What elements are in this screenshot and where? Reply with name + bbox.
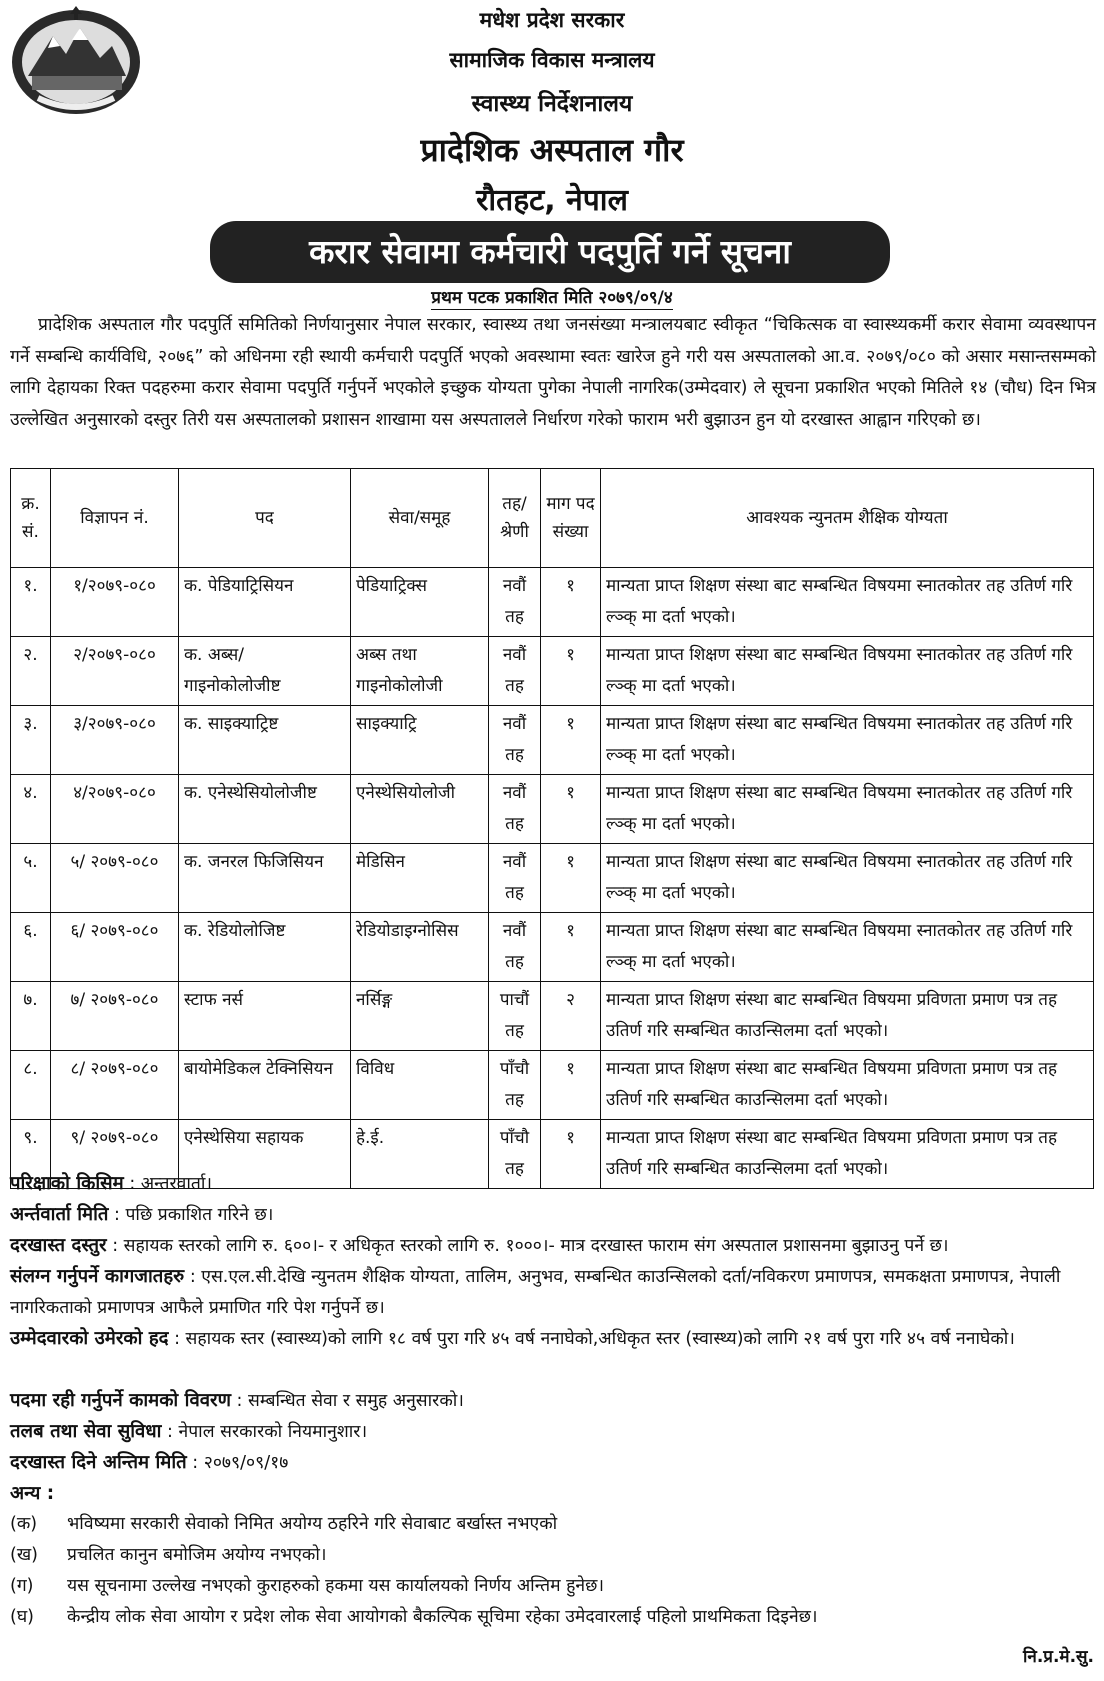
cell-demand: २ [541, 982, 601, 1051]
cell-service: हे.ई. [351, 1120, 489, 1189]
cell-service: नर्सिङ्ग [351, 982, 489, 1051]
salary-value: : नेपाल सरकारको नियमानुशार। [167, 1422, 368, 1442]
deadline-value: : २०७९/०९/१७ [192, 1453, 289, 1473]
deadline-line [10, 1447, 1096, 1479]
table-header-row [11, 469, 1094, 568]
cell-post: बायोमेडिकल टेक्निसियन [179, 1051, 351, 1120]
cell-demand: १ [541, 568, 601, 637]
cell-qualification: मान्यता प्राप्त शिक्षण संस्था बाट सम्बन्धित विषयमा प्रविणता प्रमाण पत्र तह उतिर्ण गरि सम्बन्धित काउन्सिलमा दर्ता भएको। [601, 1051, 1094, 1120]
cell-sn: २. [11, 637, 51, 706]
cell-sn: ६. [11, 913, 51, 982]
cell-adno: ८/ २०७९-०८० [51, 1051, 179, 1120]
cell-level: पाँचौ तह [489, 1051, 541, 1120]
age-limit-value: : सहायक स्तर (स्वास्थ्य)को लागि १८ वर्ष पुरा गरि ४५ वर्ष ननाघेको,अधिकृत स्तर (स्वास्थ्य)को लागि २१ वर्ष पुरा गरि ४५ वर्ष ननाघेको। [174, 1329, 1015, 1349]
header-province: मधेश प्रदेश सरकार [479, 8, 625, 32]
cell-service: रेडियोडाइग्नोसिस [351, 913, 489, 982]
exam-type-label: परिक्षाको किसिम [10, 1173, 124, 1194]
cell-qualification: मान्यता प्राप्त शिक्षण संस्था बाट सम्बन्धित विषयमा स्नातकोतर तह उतिर्ण गरि ल्ञ्क् मा दर्ता भएको। [601, 775, 1094, 844]
cell-post: क. पेडियाट्रिसियन [179, 568, 351, 637]
cell-demand: १ [541, 1120, 601, 1189]
cell-service: विविध [351, 1051, 489, 1120]
exam-type-line [10, 1168, 1096, 1200]
cell-qualification: मान्यता प्राप्त शिक्षण संस्था बाट सम्बन्धित विषयमा स्नातकोतर तह उतिर्ण गरि ल्ञ्क् मा दर्ता भएको। [601, 844, 1094, 913]
cell-sn: ८. [11, 1051, 51, 1120]
documents-value: : एस.एल.सी.देखि न्युनतम शैक्षिक योग्यता, तालिम, अनुभव, सम्बन्धित काउन्सिलको दर्ता/नविकरण प्रमाणपत्र, समकक्षता प्रमाणपत्र, नेपाली नागरिकताको प्रमाणपत्र आफैले प्रमाणित गरि पेश गर्नुपर्ने छ। [10, 1267, 1061, 1318]
table-row [11, 913, 1094, 982]
header-directorate: स्वास्थ्य निर्देशनालय [471, 91, 633, 117]
header-location: रौतहट, नेपाल [476, 183, 628, 218]
cell-sn: ५. [11, 844, 51, 913]
list-item-key: (ख) [10, 1545, 38, 1565]
cell-adno: ६/ २०७९-०८० [51, 913, 179, 982]
cell-level: नवौं तह [489, 706, 541, 775]
cell-service: पेडियाट्रिक्स [351, 568, 489, 637]
cell-adno: ५/ २०७९-०८० [51, 844, 179, 913]
cell-level: नवौं तह [489, 844, 541, 913]
cell-service: एनेस्थेसियोलोजी [351, 775, 489, 844]
signature-code: नि.प्र.मे.सु. [1022, 1647, 1094, 1667]
cell-service: अब्स तथा गाइनोकोलोजी [351, 637, 489, 706]
header-ministry: सामाजिक विकास मन्त्रालय [449, 48, 655, 72]
cell-qualification: मान्यता प्राप्त शिक्षण संस्था बाट सम्बन्धित विषयमा स्नातकोतर तह उतिर्ण गरि ल्ञ्क् मा दर्ता भएको। [601, 913, 1094, 982]
interview-date-value: : पछि प्रकाशित गरिने छ। [114, 1205, 274, 1225]
cell-adno: ४/२०७९-०८० [51, 775, 179, 844]
cell-sn: ७. [11, 982, 51, 1051]
other-heading [10, 1478, 1096, 1510]
cell-qualification: मान्यता प्राप्त शिक्षण संस्था बाट सम्बन्धित विषयमा स्नातकोतर तह उतिर्ण गरि ल्ञ्क् मा दर्ता भएको। [601, 637, 1094, 706]
cell-demand: १ [541, 637, 601, 706]
list-item-key: (घ) [10, 1607, 34, 1627]
cell-adno: २/२०७९-०८० [51, 637, 179, 706]
age-limit-line [10, 1323, 1096, 1355]
salary-label: तलब तथा सेवा सुविधा [10, 1421, 162, 1442]
cell-post: क. एनेस्थेसियोलोजीष्ट [179, 775, 351, 844]
cell-adno: ९/ २०७९-०८० [51, 1120, 179, 1189]
cell-demand: १ [541, 844, 601, 913]
vacancy-table [10, 468, 1094, 1189]
table-row [11, 706, 1094, 775]
table-row [11, 637, 1094, 706]
list-item-key: (ग) [10, 1576, 34, 1596]
cell-level: नवौं तह [489, 913, 541, 982]
duty-line [10, 1385, 1096, 1417]
header-hospital: प्रादेशिक अस्पताल गौर [420, 131, 684, 169]
cell-adno: १/२०७९-०८० [51, 568, 179, 637]
other-label: अन्य : [10, 1483, 55, 1504]
cell-demand: १ [541, 775, 601, 844]
cell-qualification: मान्यता प्राप्त शिक्षण संस्था बाट सम्बन्धित विषयमा स्नातकोतर तह उतिर्ण गरि ल्ञ्क् मा दर्ता भएको। [601, 706, 1094, 775]
th-level: तह/ श्रेणी [489, 469, 541, 568]
th-qualification: आवश्यक न्युनतम शैक्षिक योग्यता [601, 469, 1094, 568]
cell-qualification: मान्यता प्राप्त शिक्षण संस्था बाट सम्बन्धित विषयमा प्रविणता प्रमाण पत्र तह उतिर्ण गरि सम्बन्धित काउन्सिलमा दर्ता भएको। [601, 982, 1094, 1051]
age-limit-label: उम्मेदवारको उमेरको हद [10, 1328, 169, 1349]
cell-service: साइक्याट्रि [351, 706, 489, 775]
table-row [11, 844, 1094, 913]
th-service: सेवा/समूह [351, 469, 489, 568]
cell-level: नवौं तह [489, 775, 541, 844]
fee-line [10, 1230, 1096, 1262]
cell-post: क. अब्स/ गाइनोकोलोजीष्ट [179, 637, 351, 706]
list-item-text: यस सूचनामा उल्लेख नभएको कुराहरुको हकमा यस कार्यालयको निर्णय अन्तिम हुनेछ। [67, 1576, 605, 1596]
cell-demand: १ [541, 913, 601, 982]
list-item-text: केन्द्रीय लोक सेवा आयोग र प्रदेश लोक सेवा आयोगको बैकल्पिक सूचिमा रहेका उमेदवारलाई पहिलो प्राथमिकता दिइनेछ। [67, 1607, 818, 1627]
fee-value: : सहायक स्तरको लागि रु. ६००।- र अधिकृत स्तरको लागि रु. १०००।- मात्र दरखास्त फाराम संग अस्पताल प्रशासनमा बुझाउनु पर्ने छ। [112, 1236, 949, 1256]
cell-adno: ७/ २०७९-०८० [51, 982, 179, 1051]
publish-date: प्रथम पटक प्रकाशित मिति २०७९/०९/४ [431, 288, 673, 308]
cell-sn: १. [11, 568, 51, 637]
cell-sn: ९. [11, 1120, 51, 1189]
cell-post: क. रेडियोलोजिष्ट [179, 913, 351, 982]
cell-post: स्टाफ नर्स [179, 982, 351, 1051]
cell-level: पाचौं तह [489, 982, 541, 1051]
salary-line [10, 1416, 1096, 1448]
cell-sn: ४. [11, 775, 51, 844]
th-adno: विज्ञापन नं. [51, 469, 179, 568]
cell-post: एनेस्थेसिया सहायक [179, 1120, 351, 1189]
intro-paragraph: प्रादेशिक अस्पताल गौर पदपुर्ति समितिको निर्णयानुसार नेपाल सरकार, स्वास्थ्य तथा जनसंख्या मन्त्रालयबाट स्वीकृत “चिकित्सक वा स्वास्थ्यकर्मी करार सेवामा व्यवस्थापन गर्ने सम्बन्धि कार्यविधि, २०७६” को अधिनमा रही स्थायी कर्मचारी पदपुर्ति भएको अवस्थामा स्वतः खारेज हुने गरी यस अस्पतालको आ.व. २०७९/०८० को असार मसान्तसम्मको लागि देहायका रिक्त पदहरुमा करार सेवामा पदपुर्ति गर्नुपर्ने भएकोले इच्छुक योग्यता पुगेका नेपाली नागरिक(उम्मेदवार) ले सूचना प्रकाशित भएको मितिले १४ (चौध) दिन भित्र उल्लेखित अनुसारको दस्तुर तिरी यस अस्पतालको प्रशासन शाखामा यस अस्पतालले निर्धारण गरेको फाराम भरी बुझाउन हुन यो दरखास्त आह्वान गरिएको छ। [10, 315, 1096, 430]
cell-level: पाँचौ तह [489, 1120, 541, 1189]
th-demand: माग पद संख्या [541, 469, 601, 568]
cell-post: क. जनरल फिजिसियन [179, 844, 351, 913]
documents-line [10, 1261, 1096, 1324]
table-row [11, 775, 1094, 844]
list-item-key: (क) [10, 1514, 38, 1534]
fee-label: दरखास्त दस्तुर [10, 1235, 107, 1256]
table-row [11, 568, 1094, 637]
cell-demand: १ [541, 706, 601, 775]
interview-date-label: अर्न्तवार्ता मिति [10, 1204, 109, 1225]
table-row [11, 1051, 1094, 1120]
duty-label: पदमा रही गर्नुपर्ने कामको विवरण [10, 1390, 231, 1411]
list-item-text: भविष्यमा सरकारी सेवाको निमित अयोग्य ठहरिने गरि सेवाबाट बर्खास्त नभएको [67, 1514, 558, 1534]
cell-qualification: मान्यता प्राप्त शिक्षण संस्था बाट सम्बन्धित विषयमा स्नातकोतर तह उतिर्ण गरि ल्ञ्क् मा दर्ता भएको। [601, 568, 1094, 637]
table-row [11, 982, 1094, 1051]
deadline-label: दरखास्त दिने अन्तिम मिति [10, 1452, 187, 1473]
documents-label: संलग्न गर्नुपर्ने कागजातहरु [10, 1266, 185, 1287]
cell-post: क. साइक्याट्रिष्ट [179, 706, 351, 775]
cell-qualification: मान्यता प्राप्त शिक्षण संस्था बाट सम्बन्धित विषयमा प्रविणता प्रमाण पत्र तह उतिर्ण गरि सम्बन्धित काउन्सिलमा दर्ता भएको। [601, 1120, 1094, 1189]
th-sn: क्र. सं. [11, 469, 51, 568]
list-item-text: प्रचलित कानुन बमोजिम अयोग्य नभएको। [67, 1545, 327, 1565]
cell-level: नवौं तह [489, 568, 541, 637]
cell-service: मेडिसिन [351, 844, 489, 913]
exam-type-value: : अन्तरवार्ता। [129, 1174, 213, 1194]
cell-sn: ३. [11, 706, 51, 775]
interview-date-line [10, 1199, 1096, 1231]
cell-demand: १ [541, 1051, 601, 1120]
th-post: पद [179, 469, 351, 568]
cell-adno: ३/२०७९-०८० [51, 706, 179, 775]
duty-value: : सम्बन्धित सेवा र समुह अनुसारको। [236, 1391, 464, 1411]
cell-level: नवौं तह [489, 637, 541, 706]
notice-title-banner: करार सेवामा कर्मचारी पदपुर्ति गर्ने सूचना [210, 221, 890, 283]
